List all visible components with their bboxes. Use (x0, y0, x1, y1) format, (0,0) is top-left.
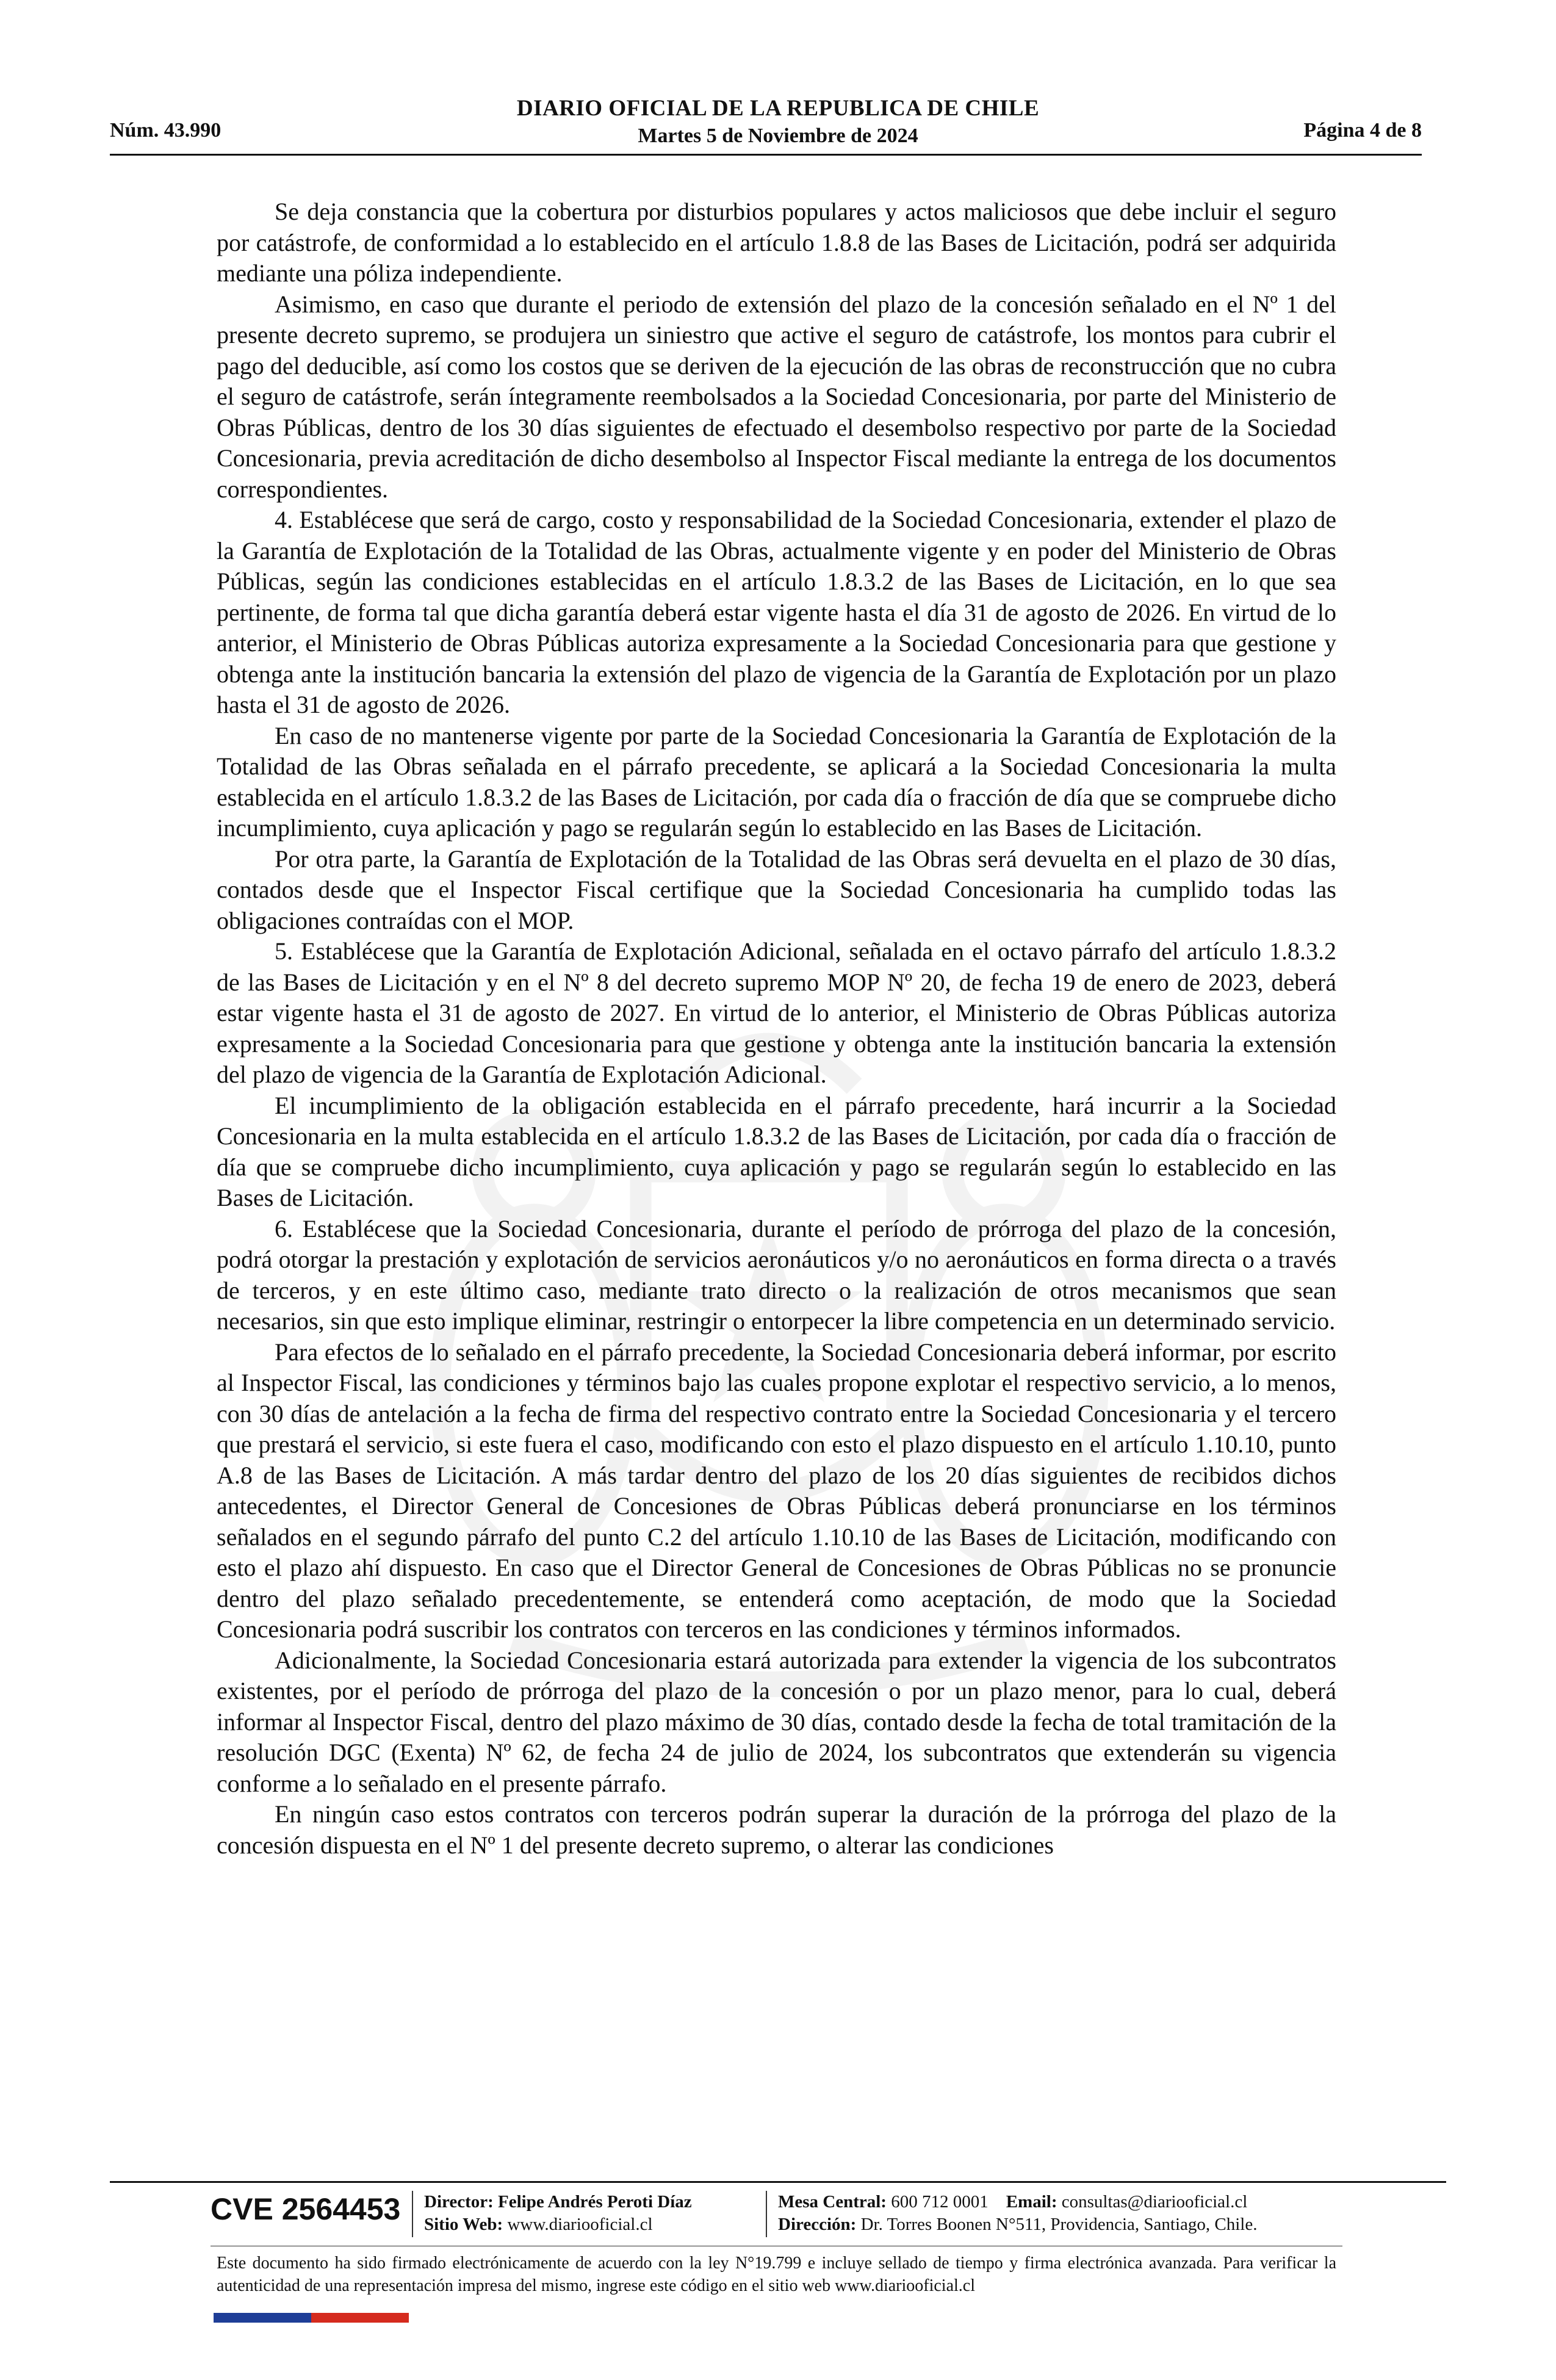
address-value: Dr. Torres Boonen N°511, Providencia, Santiago, Chile. (860, 2215, 1258, 2234)
body-paragraph: El incumplimiento de la obligación establecida en el párrafo precedente, hará incurrir a la Sociedad Concesionaria en la multa establecida en el artículo 1.8.3.2 de las Bases de Licitación, por cada día o fracción de día que se compruebe dicho incumplimiento, cuya aplicación y pago se regularán según lo establecido en las Bases de Licitación. (217, 1091, 1336, 1211)
flag-stripe (214, 2313, 409, 2323)
document-body (217, 197, 1336, 1861)
phone-label: Mesa Central: (778, 2192, 887, 2212)
body-paragraph: Para efectos de lo señalado en el párrafo precedente, la Sociedad Concesionaria deberá informar, por escrito al Inspector Fiscal, las condiciones y términos bajo las cuales propone explotar el respectivo servicio, a lo menos, con 30 días de antelación a la fecha de firma del respectivo contrato entre la Sociedad Concesionaria y el tercero que prestará el servicio, si este fuera el caso, modificando con esto el plazo dispuesto en el artículo 1.10.10, punto A.8 de las Bases de Licitación. A más tardar dentro del plazo de los 20 días siguientes de recibidos dichos antecedentes, el Director General de Concesiones de Obras Públicas deberá pronunciarse en los términos señalados en el segundo párrafo del punto C.2 del artículo 1.10.10 de las Bases de Licitación, modificando con esto el plazo ahí dispuesto. En caso que el Director General de Concesiones de Obras Públicas no se pronuncie dentro del plazo señalado precedentemente, se entenderá como aceptación, de modo que la Sociedad Concesionaria podrá suscribir los contratos con terceros en las condiciones y términos informados. (217, 1338, 1336, 1643)
phone-value: 600 712 0001 (891, 2192, 989, 2212)
body-paragraph: Por otra parte, la Garantía de Explotación de la Totalidad de las Obras será devuelta en el plazo de 30 días, contados desde que el Inspector Fiscal certifique que la Sociedad Concesionaria ha cumplido todas las obligaciones contraídas con el MOP. (217, 845, 1336, 934)
cve-code: CVE 2564453 (211, 2192, 401, 2226)
newspaper-title: DIARIO OFICIAL DE LA REPUBLICA DE CHILE (516, 96, 1040, 121)
site-link[interactable]: www.diariooficial.cl (507, 2215, 653, 2234)
director-label: Director: (424, 2192, 494, 2212)
body-paragraph: En caso de no mantenerse vigente por parte de la Sociedad Concesionaria la Garantía de Explotación de la Totalidad de las Obras señalada en el párrafo precedente, se aplicará a la Sociedad Concesionaria la multa establecida en el artículo 1.8.3.2 de las Bases de Licitación, por cada día o fracción de día que se compruebe dicho incumplimiento, cuya aplicación y pago se regularán según lo establecido en las Bases de Licitación. (217, 721, 1336, 842)
page-number: Página 4 de 8 (1303, 119, 1422, 142)
body-paragraph: 4. Establécese que será de cargo, costo y responsabilidad de la Sociedad Concesionaria, extender el plazo de la Garantía de Explotación de la Totalidad de las Obras, actualmente vigente y en poder del Ministerio de Obras Públicas, según las condiciones establecidas en el artículo 1.8.3.2 de las Bases de Licitación, en lo que sea pertinente, de forma tal que dicha garantía deberá estar vigente hasta el día 31 de agosto de 2026. En virtud de lo anterior, el Ministerio de Obras Públicas autoriza expresamente a la Sociedad Concesionaria para que gestione y obtenga ante la institución bancaria la extensión del plazo de vigencia de la Garantía de Explotación por un plazo hasta el 31 de agosto de 2026. (217, 506, 1336, 718)
issue-number: Núm. 43.990 (110, 119, 222, 142)
address-label: Dirección: (778, 2215, 857, 2234)
body-paragraph: Se deja constancia que la cobertura por disturbios populares y actos maliciosos que debe incluir el seguro por catástrofe, de conformidad a lo establecido en el artículo 1.8.8 de las Bases de Licitación, podrá ser adquirida mediante una póliza independiente. (217, 198, 1336, 287)
footer-director-block (424, 2191, 692, 2236)
footer-separator (412, 2191, 413, 2237)
body-paragraph: 5. Establécese que la Garantía de Explotación Adicional, señalada en el octavo párrafo del artículo 1.8.3.2 de las Bases de Licitación y en el Nº 8 del decreto supremo MOP Nº 20, de fecha 19 de enero de 2023, deberá estar vigente hasta el 31 de agosto de 2027. En virtud de lo anterior, el Ministerio de Obras Públicas autoriza expresamente a la Sociedad Concesionaria para que gestione y obtenga ante la institución bancaria la extensión del plazo de vigencia de la Garantía de Explotación Adicional. (217, 937, 1336, 1088)
footer-contact-block (778, 2191, 1257, 2236)
footer-separator (766, 2191, 767, 2237)
flag-blue-segment (214, 2313, 311, 2323)
email-label: Email: (1006, 2192, 1057, 2212)
email-link[interactable]: consultas@diariooficial.cl (1061, 2192, 1248, 2212)
site-label: Sitio Web: (424, 2215, 503, 2234)
body-paragraph: 6. Establécese que la Sociedad Concesionaria, durante el período de prórroga del plazo de la concesión, podrá otorgar la prestación y explotación de servicios aeronáuticos y/o no aeronáuticos en forma directa o a través de terceros, y en este último caso, mediante trato directo o la realización de otros mecanismos que sean necesarios, sin que esto implique eliminar, restringir o entorpecer la libre competencia en un determinado servicio. (217, 1214, 1336, 1335)
body-paragraph: Asimismo, en caso que durante el periodo de extensión del plazo de la concesión señalado en el Nº 1 del presente decreto supremo, se produjera un siniestro que active el seguro de catástrofe, los montos para cubrir el pago del deducible, así como los costos que se deriven de la ejecución de las obras de reconstrucción que no cubra el seguro de catástrofe, serán íntegramente reembolsados a la Sociedad Concesionaria, por parte del Ministerio de Obras Públicas, dentro de los 30 días siguientes de efectuado el desembolso respectivo por parte de la Sociedad Concesionaria, previa acreditación de dicho desembolso al Inspector Fiscal mediante la entrega de los documentos correspondientes. (217, 290, 1336, 503)
body-paragraph: En ningún caso estos contratos con terceros podrán superar la duración de la prórroga del plazo de la concesión dispuesta en el Nº 1 del presente decreto supremo, o alterar las condiciones (217, 1800, 1336, 1859)
director-name: Felipe Andrés Peroti Díaz (498, 2192, 692, 2212)
issue-date: Martes 5 de Noviembre de 2024 (638, 124, 918, 147)
footer-divider (110, 2181, 1446, 2183)
legal-notice: Este documento ha sido firmado electrónicamente de acuerdo con la ley N°19.799 e incluye sellado de tiempo y firma electrónica avanzada. Para verificar la autenticidad de una representación impresa del mismo, ingrese este código en el sitio web www.diariooficial.cl (217, 2254, 1336, 2295)
body-paragraph: Adicionalmente, la Sociedad Concesionaria estará autorizada para extender la vigencia de los subcontratos existentes, por el período de prórroga del plazo de la concesión o por un plazo menor, para lo cual, deberá informar al Inspector Fiscal, dentro del plazo máximo de 30 días, contado desde la fecha de total tramitación de la resolución DGC (Exenta) Nº 62, de fecha 24 de julio de 2024, los subcontratos que extenderán su vigencia conforme a lo señalado en el presente párrafo. (217, 1646, 1336, 1797)
header-divider (110, 154, 1422, 156)
flag-red-segment (311, 2313, 409, 2323)
